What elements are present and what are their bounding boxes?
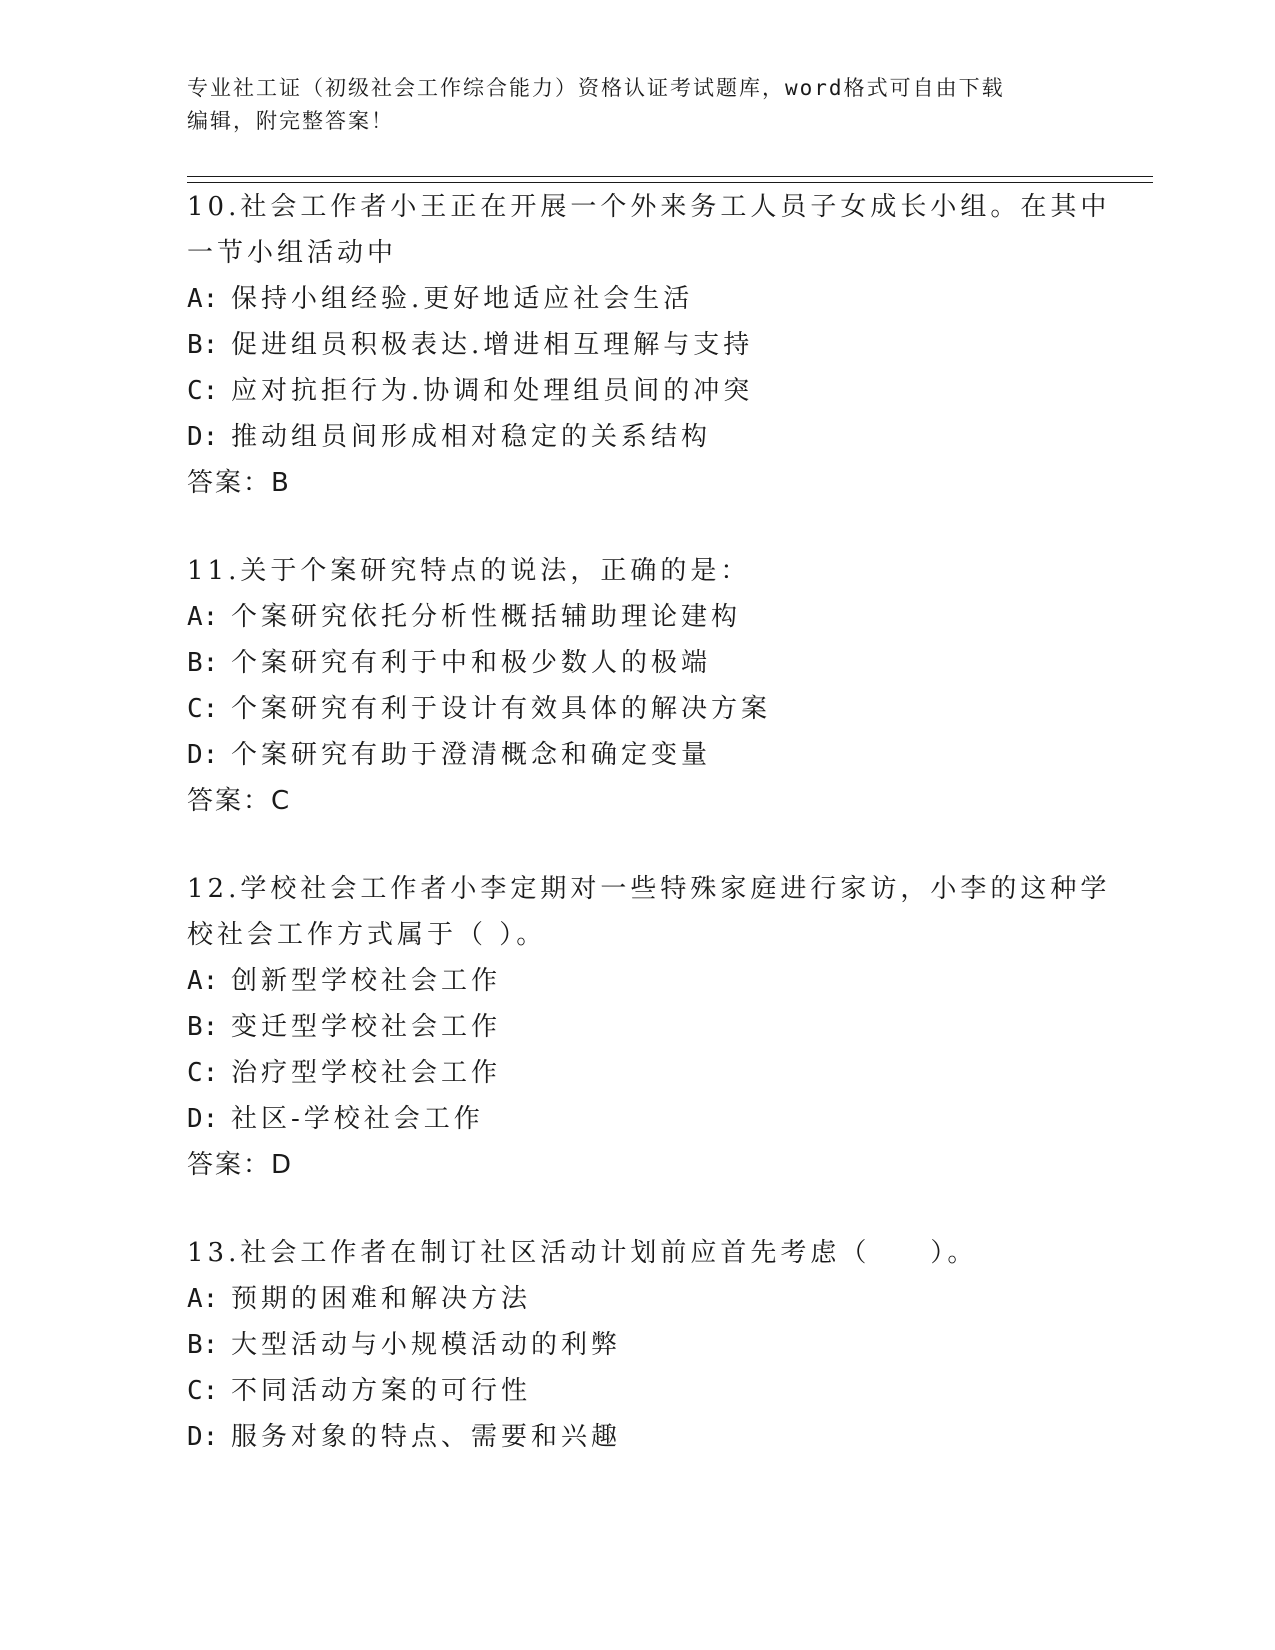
option-d [187, 414, 1087, 460]
question-13 [187, 1230, 1087, 1460]
option-b [187, 1322, 1087, 1368]
option-text: 变迁型学校社会工作 [231, 1012, 502, 1042]
option-text: 推动组员间形成相对稳定的关系结构 [231, 422, 712, 452]
question-stem-line: 一节小组活动中 [187, 238, 398, 268]
option-letter: B: [187, 1012, 219, 1042]
option-letter: C: [187, 694, 219, 724]
option-text: 个案研究有利于中和极少数人的极端 [231, 648, 712, 678]
question-10 [187, 184, 1111, 506]
option-letter: C: [187, 1376, 219, 1406]
question-stem [187, 1230, 1087, 1276]
option-a [187, 276, 1087, 322]
question-stem [187, 548, 1087, 594]
option-letter: A: [187, 284, 219, 314]
option-c [187, 1368, 1087, 1414]
header-divider-top [187, 176, 1153, 177]
option-text: 个案研究有助于澄清概念和确定变量 [231, 740, 712, 770]
option-d [187, 1096, 1087, 1142]
option-letter: D: [187, 422, 219, 452]
option-c [187, 368, 1087, 414]
option-text: 保持小组经验.更好地适应社会生活 [231, 284, 694, 314]
question-stem [187, 866, 1111, 958]
option-a [187, 958, 1087, 1004]
question-stem-line: 校社会工作方式属于（ ）。 [187, 920, 547, 950]
option-b [187, 640, 1087, 686]
option-text: 个案研究有利于设计有效具体的解决方案 [231, 694, 772, 724]
option-d [187, 732, 1087, 778]
option-b [187, 1004, 1087, 1050]
option-a [187, 594, 1087, 640]
question-stem-line: 13.社会工作者在制订社区活动计划前应首先考虑（ ）。 [187, 1238, 978, 1268]
option-text: 应对抗拒行为.协调和处理组员间的冲突 [231, 376, 754, 406]
option-text: 治疗型学校社会工作 [231, 1058, 502, 1088]
option-letter: B: [187, 1330, 219, 1360]
option-a [187, 1276, 1087, 1322]
option-text: 服务对象的特点、需要和兴趣 [231, 1422, 622, 1452]
option-text: 个案研究依托分析性概括辅助理论建构 [231, 602, 742, 632]
option-letter: D: [187, 1104, 219, 1134]
option-text: 创新型学校社会工作 [231, 966, 502, 996]
option-letter: B: [187, 648, 219, 678]
answer-line: 答案：C [187, 786, 292, 816]
question-stem-line: 10.社会工作者小王正在开展一个外来务工人员子女成长小组。在其中 [187, 192, 1111, 222]
option-c [187, 1050, 1087, 1096]
option-letter: A: [187, 966, 219, 996]
option-letter: D: [187, 1422, 219, 1452]
option-text: 社区-学校社会工作 [231, 1104, 484, 1134]
answer-line: 答案：D [187, 1150, 294, 1180]
document-header [187, 72, 1067, 138]
option-letter: C: [187, 376, 219, 406]
option-text: 大型活动与小规模活动的利弊 [231, 1330, 622, 1360]
option-c [187, 686, 1087, 732]
header-line-2: 编辑，附完整答案！ [187, 109, 394, 133]
option-letter: B: [187, 330, 219, 360]
answer-line: 答案：B [187, 468, 291, 498]
question-11 [187, 548, 1087, 824]
option-d [187, 1414, 1087, 1460]
option-letter: A: [187, 1284, 219, 1314]
question-stem-line: 12.学校社会工作者小李定期对一些特殊家庭进行家访，小李的这种学 [187, 874, 1111, 904]
header-line-1: 专业社工证（初级社会工作综合能力）资格认证考试题库，word格式可自由下载 [187, 76, 1005, 100]
question-stem [187, 184, 1111, 276]
option-letter: D: [187, 740, 219, 770]
option-text: 预期的困难和解决方法 [231, 1284, 532, 1314]
question-stem-line: 11.关于个案研究特点的说法，正确的是： [187, 556, 751, 586]
option-text: 不同活动方案的可行性 [231, 1376, 532, 1406]
option-letter: A: [187, 602, 219, 632]
option-letter: C: [187, 1058, 219, 1088]
option-text: 促进组员积极表达.增进相互理解与支持 [231, 330, 754, 360]
question-12 [187, 866, 1111, 1188]
header-divider-bottom [187, 182, 1153, 183]
option-b [187, 322, 1087, 368]
